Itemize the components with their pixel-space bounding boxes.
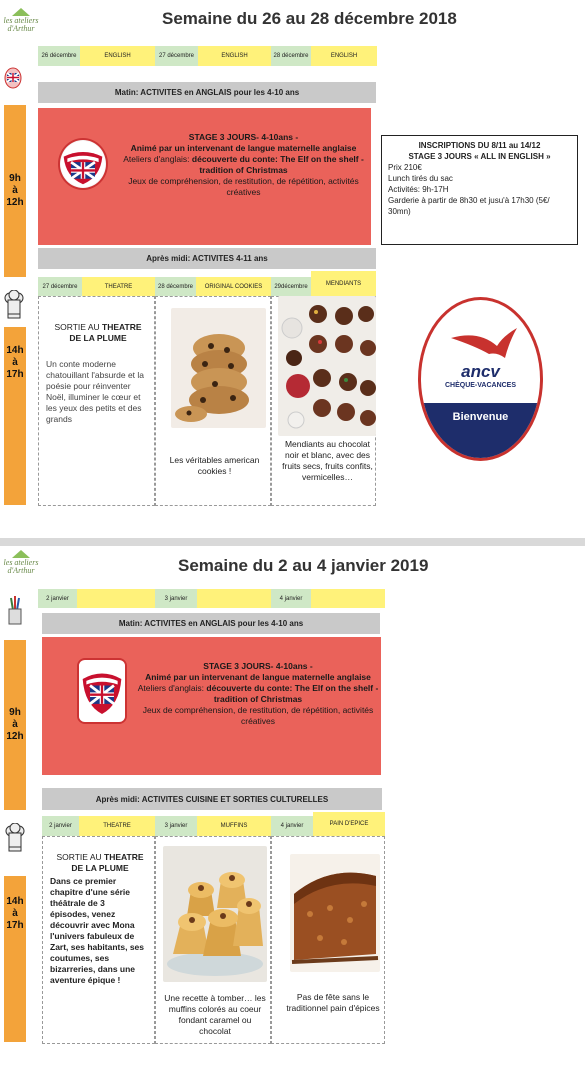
chef-hat-icon — [5, 823, 25, 855]
chef-hat-icon — [4, 290, 24, 322]
ancv-logo: ancv CHÈQUE-VACANCES Bienvenue — [418, 297, 543, 461]
afternoon-bar: Après midi: ACTIVITES CUISINE ET SORTIES CULTURELLES — [42, 788, 382, 810]
stage-text: STAGE 3 JOURS- 4-10ans - Animé par un intervenant de langue maternelle anglaise Ateliers d'anglais: découverte du conte: The Elf on the shelf - tradition of Christmas Jeux de compréhension, de restitution, de répétition, activités créatives — [123, 132, 364, 197]
day-date: 27 décembre — [155, 46, 198, 66]
theatre-description: Dans ce premier chapitre d'une série théâtrale de 3 épisodes, venez découvrir avec Mona l'univers fabuleux de Zart, ses habitants, ses coutumes, ses bizarreries, dans une aventure épique ! — [50, 876, 145, 985]
afternoon-hours: 14h à 17h — [4, 876, 26, 1042]
afternoon-date: 2 janvier — [42, 816, 79, 836]
cookies-photo — [171, 308, 266, 428]
afternoon-activity: THEATRE — [82, 277, 155, 296]
theatre-title: SORTIE AU THEATRE DE LA PLUME — [54, 322, 142, 343]
afternoon-activity: THEATRE — [79, 816, 155, 836]
ancv-welcome: Bienvenue — [421, 403, 540, 458]
day-activity: ENGLISH — [80, 46, 155, 66]
day-activity — [197, 589, 271, 608]
page-separator — [0, 538, 585, 546]
afternoon-date: 3 janvier — [155, 816, 197, 836]
afternoon-activity: PAIN D'EPICE — [313, 812, 385, 836]
week1-title: Semaine du 26 au 28 décembre 2018 — [162, 9, 457, 28]
day-activity: ENGLISH — [311, 46, 377, 66]
inscriptions-box: INSCRIPTIONS DU 8/11 au 14/12 STAGE 3 JOURS « ALL IN ENGLISH » Prix 210€ Lunch tirés du sac Activités: 9h-17H Garderie à partir de 8h30 et jusu'à 17h30 (5€/ 30mn) — [381, 135, 578, 245]
day-activity — [311, 589, 385, 608]
morning-bar: Matin: ACTIVITES en ANGLAIS pour les 4-10 ans — [42, 613, 380, 634]
week2-title: Semaine du 2 au 4 janvier 2019 — [178, 556, 429, 575]
pain-epice-description: Pas de fête sans le traditionnel pain d'épices — [286, 992, 380, 1013]
theatre-title: SORTIE AU THEATRE DE LA PLUME — [56, 852, 144, 873]
morning-hours: 9h à 12h — [4, 640, 26, 810]
ancv-bird-icon — [449, 324, 519, 364]
mendiants-photo — [278, 296, 376, 436]
afternoon-date: 27 décembre — [38, 277, 82, 296]
day-date: 2 janvier — [38, 589, 77, 608]
pain-epice-photo — [290, 854, 380, 972]
cookies-description: Les véritables american cookies ! — [169, 455, 260, 476]
day-date: 28 décembre — [271, 46, 311, 66]
afternoon-date: 29décembre — [271, 277, 311, 296]
afternoon-hours: 14h à 17h — [4, 327, 26, 505]
day-date: 4 janvier — [271, 589, 311, 608]
mendiants-description: Mendiants au chocolat noir et blanc, avec des fruits secs, fruits confits, vermicelles… — [282, 439, 373, 482]
day-activity — [77, 589, 155, 608]
stage-text: STAGE 3 JOURS- 4-10ans - Animé par un intervenant de langue maternelle anglaise Ateliers d'anglais: découverte du conte: The Elf on the shelf - tradition of Christmas Jeux de compréhension, de restitution, de répétition, activités créatives — [137, 661, 379, 726]
week2-page — [0, 546, 585, 1066]
morning-bar: Matin: ACTIVITES en ANGLAIS pour les 4-10 ans — [38, 82, 376, 103]
afternoon-activity: MENDIANTS — [311, 271, 376, 296]
theatre-description: Un conte moderne chatouillant l'absurde et la poésie pour réinventer Noël, illuminer le cœur et les yeux des petits et des grands — [46, 359, 145, 424]
english-tongue-icon — [77, 658, 127, 724]
week1-logo: les ateliers d'Arthur — [3, 8, 39, 33]
day-activity: ENGLISH — [198, 46, 271, 66]
afternoon-bar: Après midi: ACTIVITES 4-11 ans — [38, 248, 376, 269]
week2-logo: les ateliers d'Arthur — [3, 550, 39, 575]
afternoon-date: 28 décembre — [155, 277, 196, 296]
muffins-photo — [163, 846, 267, 982]
english-flag-icon — [4, 66, 22, 90]
afternoon-activity: MUFFINS — [197, 816, 271, 836]
muffins-description: Une recette à tomber… les muffins colorés au coeur fondant caramel ou chocolat — [164, 993, 266, 1036]
afternoon-activity: ORIGINAL COOKIES — [196, 277, 271, 296]
day-date: 26 décembre — [38, 46, 80, 66]
english-tongue-icon — [58, 138, 108, 190]
afternoon-date: 4 janvier — [271, 816, 313, 836]
pencil-cup-icon — [6, 596, 24, 626]
morning-hours: 9h à 12h — [4, 105, 26, 277]
day-date: 3 janvier — [155, 589, 197, 608]
